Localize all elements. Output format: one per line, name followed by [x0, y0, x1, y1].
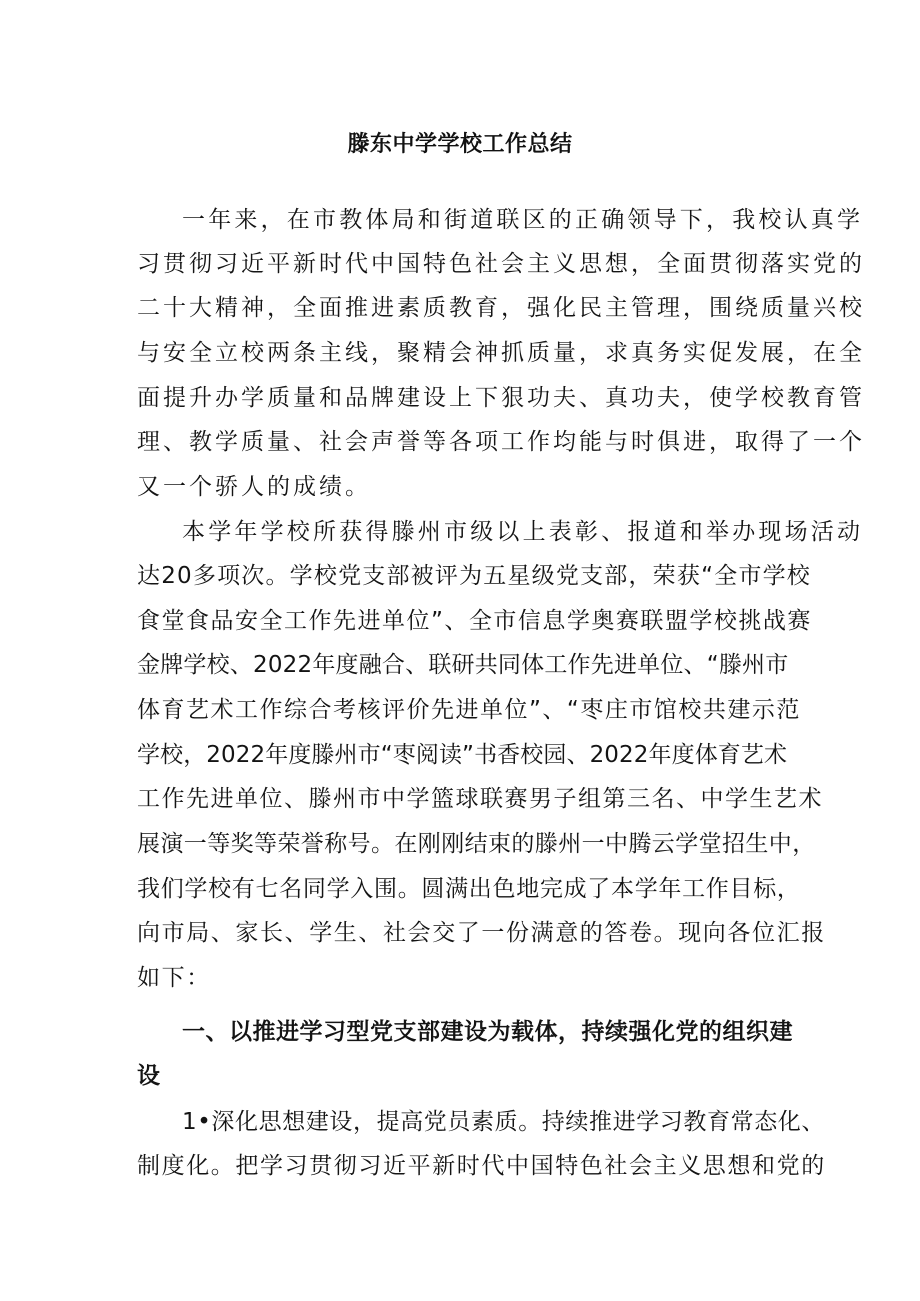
paragraph-line: 向市局、家长、学生、社会交了一份满意的答卷。现向各位汇报 [137, 920, 826, 946]
paragraph-line: 如下： [137, 965, 211, 991]
paragraph-line: 1•深化思想建设，提高党员素质。持续推进学习教育常态化、 [182, 1109, 825, 1135]
paragraph-line: 习贯彻习近平新时代中国特色社会主义思想，全面贯彻落实党的 [137, 251, 865, 277]
paragraph-line: 二十大精神，全面推进素质教育，强化民主管理，围绕质量兴校 [137, 295, 865, 321]
paragraph-line: 理、教学质量、社会声誉等各项工作均能与时俱进，取得了一个 [137, 429, 865, 455]
paragraph-line: 制度化。把学习贯彻习近平新时代中国特色社会主义思想和党的 [137, 1153, 826, 1179]
paragraph-line: 展演一等奖等荣誉称号。在刚刚结束的滕州一中腾云学堂招生中， [137, 831, 816, 857]
paragraph-line: 本学年学校所获得滕州市级以上表彰、报道和举办现场活动 [182, 519, 864, 545]
document-title: 滕东中学学校工作总结 [347, 132, 573, 157]
section-heading-line: 一、以推进学习型党支部建设为载体，持续强化党的组织建 [182, 1019, 793, 1045]
paragraph-line: 食堂食品安全工作先进单位”、全市信息学奥赛联盟学校挑战赛 [137, 608, 812, 634]
paragraph-line: 面提升办学质量和品牌建设上下狠功夫、真功夫，使学校教育管 [137, 385, 865, 411]
paragraph-line: 达20多项次。学校党支部被评为五星级党支部，荣获“全市学校 [137, 563, 811, 589]
paragraph-line: 我们学校有七名同学入围。圆满出色地完成了本学年工作目标， [137, 876, 801, 902]
section-heading-line: 设 [137, 1063, 160, 1089]
paragraph-line: 又一个骄人的成绩。 [137, 474, 371, 500]
paragraph-line: 金牌学校、2022年度融合、联研共同体工作先进单位、“滕州市 [137, 652, 789, 678]
paragraph-line: 学校，2022年度滕州市“枣阅读”书香校园、2022年度体育艺术 [137, 742, 788, 768]
paragraph-line: 一年来，在市教体局和街道联区的正确领导下，我校认真学 [182, 207, 864, 233]
paragraph-line: 工作先进单位、滕州市中学篮球联赛男子组第三名、中学生艺术 [137, 786, 823, 812]
paragraph-line: 与安全立校两条主线，聚精会神抓质量，求真务实促发展，在全 [137, 340, 865, 366]
paragraph-line: 体育艺术工作综合考核评价先进单位”、“枣庄市馆校共建示范 [137, 697, 801, 723]
